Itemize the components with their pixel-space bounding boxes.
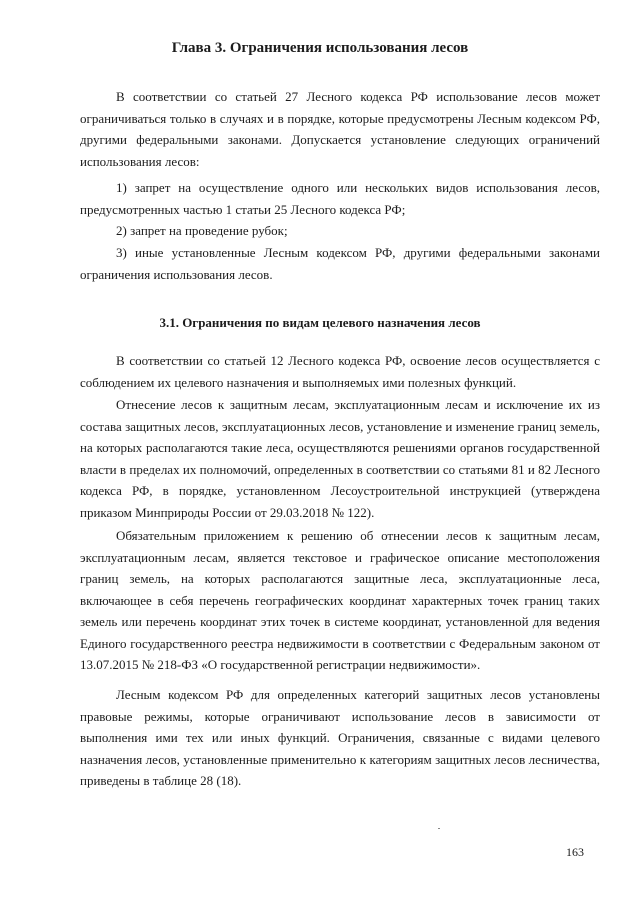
restriction-item-1: 1) запрет на осуществление одного или нескольких видов использования лесов, предусмотренных частью 1 статьи 25 Лесного кодекса РФ; [80, 180, 600, 217]
page-number: 163 [566, 845, 584, 859]
section-paragraph-3: Обязательным приложением к решению об отнесении лесов к защитным лесам, эксплуатационным лесам, является текстовое и графическое описание местоположения границ земель, на которых располагаются защитные леса, эксплуатационные леса, включающее в себя перечень географических координат характерных точек границ таких земель или перечень координат этих точек в системе координат, установленной для ведения Единого государственного реестра недвижимости в соответствии с Федеральным законом от 13.07.2015 № 218-ФЗ «О государственной регистрации недвижимости». [80, 528, 600, 672]
section-paragraph-1: В соответствии со статьей 12 Лесного кодекса РФ, освоение лесов осуществляется с соблюдением их целевого назначения и выполняемых ими полезных функций. [80, 353, 600, 390]
chapter-title: Глава 3. Ограничения использования лесов [171, 40, 469, 56]
restriction-item-2: 2) запрет на проведение рубок; [116, 223, 288, 238]
scan-speck [438, 828, 440, 829]
intro-paragraph: В соответствии со статьей 27 Лесного кодекса РФ использование лесов может ограничиваться только в случаях и в порядке, которые предусмотрены Лесным кодексом РФ, другими федеральными законами. Допускается установление следующих ограничений использования лесов: [80, 89, 600, 169]
section-paragraph-4: Лесным кодексом РФ для определенных категорий защитных лесов установлены правовые режимы, которые ограничивают использование лесов в зависимости от выполнения ими тех или иных функций. Ограничения, связанные с видами целевого назначения лесов, установленные применительно к категориям защитных лесов лесничества, приведены в таблице 28 (18). [80, 687, 600, 788]
section-title: 3.1. Ограничения по видам целевого назначения лесов [159, 315, 481, 330]
section-paragraph-2: Отнесение лесов к защитным лесам, эксплуатационным лесам и исключение их из состава защитных лесов, эксплуатационных лесов, установление и изменение границ земель, на которых располагаются такие леса, осуществляются решениями органов государственной власти в пределах их полномочий, определенных в соответствии со статьями 81 и 82 Лесного кодекса РФ, в порядке, установленном Лесоустроительной инструкцией (утверждена приказом Минприроды России от 29.03.2018 № 122). [80, 397, 600, 520]
restriction-item-3: 3) иные установленные Лесным кодексом РФ, другими федеральными законами ограничения использования лесов. [80, 245, 600, 282]
